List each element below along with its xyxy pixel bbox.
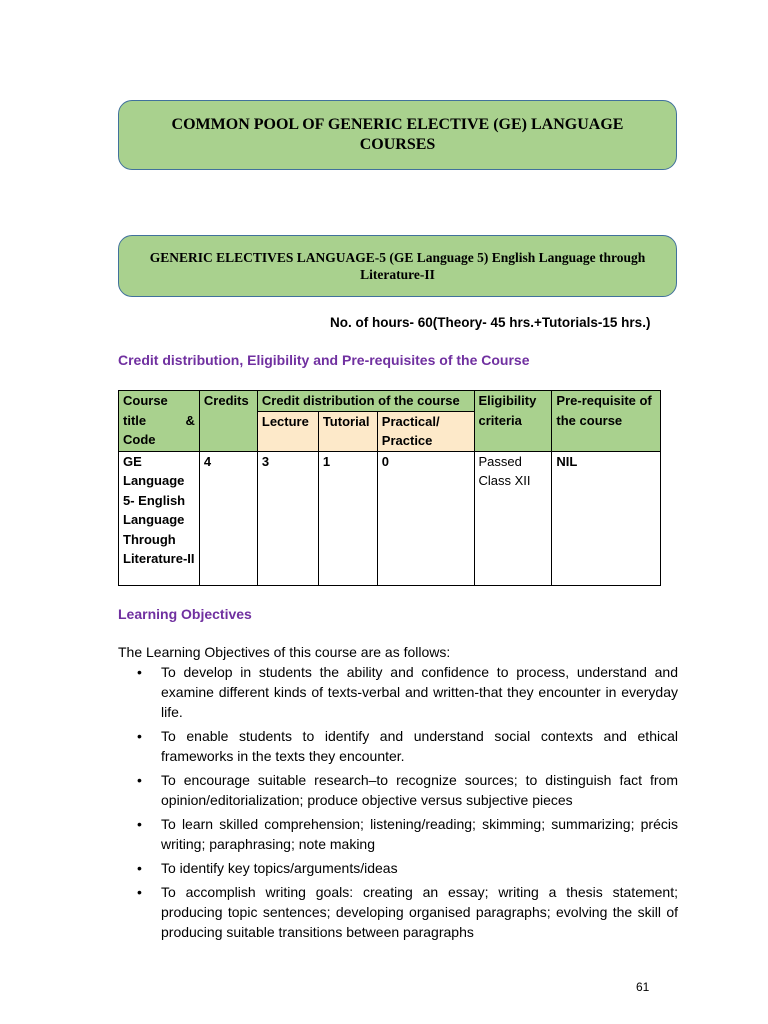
hours-text: No. of hours- 60(Theory- 45 hrs.+Tutorials-15 hrs.) [330,315,651,330]
header-tutorial: Tutorial [318,411,377,451]
list-item: • To identify key topics/arguments/ideas [137,860,398,876]
cell-prerequisite: NIL [552,451,661,585]
list-item: • To accomplish writing goals: creating an essay; writing a thesis statement; producing topic sentences; developing organised paragraphs; evolving the skill of producing suitable transitions between paragraphs [137,884,678,940]
bullet-icon: • [137,884,142,900]
bullet-icon: • [137,816,142,832]
header-course-title: Course title & Code [119,391,200,452]
course-title: GENERIC ELECTIVES LANGUAGE-5 (GE Language 5) English Language through Literature-II [149,250,646,282]
header-practical: Practical/ Practice [377,411,474,451]
list-item: • To encourage suitable research–to recognize sources; to distinguish fact from opinion/editorialization; produce objective versus subjective pieces [137,772,678,808]
header-lecture: Lecture [257,411,318,451]
list-item: • To enable students to identify and understand social contexts and ethical frameworks in the texts they encounter. [137,728,678,764]
bullet-icon: • [137,860,142,876]
cell-practical: 0 [377,451,474,585]
credit-distribution-heading: Credit distribution, Eligibility and Pre-requisites of the Course [118,352,530,368]
cell-eligibility: Passed Class XII [474,451,552,585]
list-item: • To learn skilled comprehension; listening/reading; skimming; summarizing; précis writing; paraphrasing; note making [137,816,678,852]
bullet-icon: • [137,772,142,788]
cell-credits: 4 [199,451,257,585]
header-prerequisite: Pre-requisite of the course [552,391,661,452]
main-title-banner [118,100,677,170]
header-credits: Credits [199,391,257,452]
cell-tutorial: 1 [318,451,377,585]
course-title-banner [118,235,677,297]
objectives-list [118,662,678,946]
bullet-icon: • [137,728,142,744]
header-eligibility: Eligibility criteria [474,391,552,452]
bullet-icon: • [137,664,142,680]
objectives-intro: The Learning Objectives of this course are as follows: [118,644,451,660]
table-row [119,451,661,585]
credit-table [118,390,661,586]
main-title: COMMON POOL OF GENERIC ELECTIVE (GE) LANGUAGE COURSES [171,116,624,153]
header-credit-distribution: Credit distribution of the course [257,391,474,412]
learning-objectives-heading: Learning Objectives [118,606,252,622]
list-item: • To develop in students the ability and confidence to process, understand and examine different kinds of texts-verbal and written-that they encounter in everyday life. [137,664,678,720]
page-number: 61 [636,980,650,994]
cell-lecture: 3 [257,451,318,585]
cell-course-title: GE Language 5- English Language Through Literature-II [119,451,200,585]
